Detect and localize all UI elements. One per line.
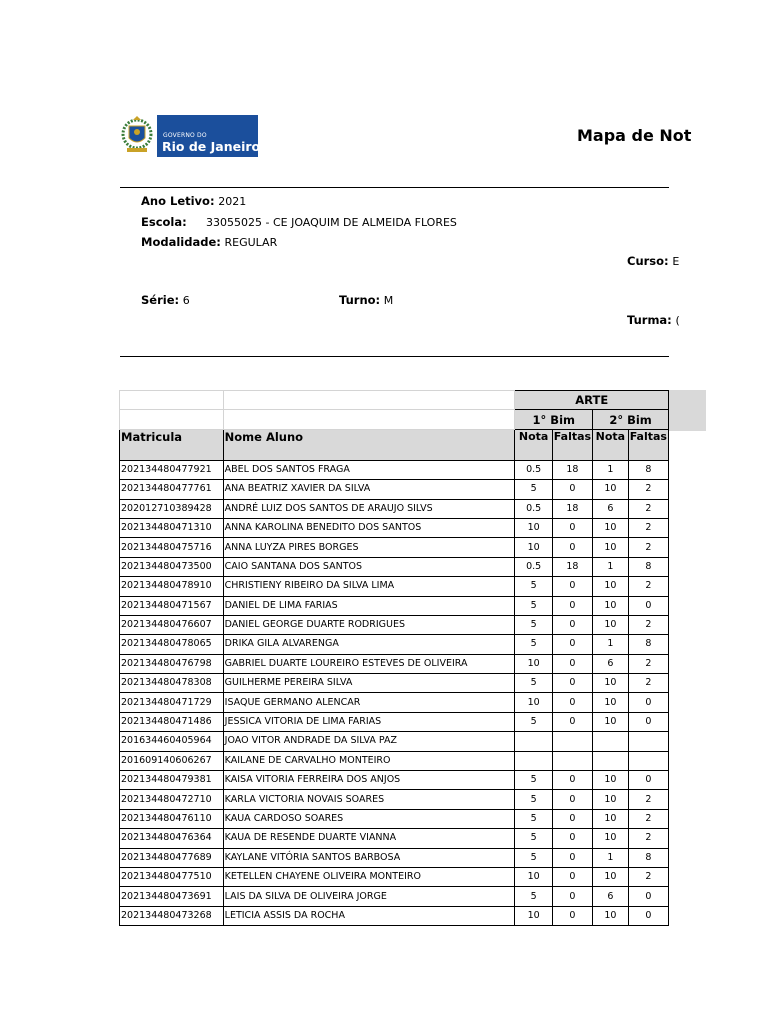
faltas2-cell: 0	[628, 596, 668, 615]
table-row	[120, 460, 669, 479]
matricula-cell: 202134480473691	[120, 887, 224, 906]
faltas1-cell: 0	[552, 848, 592, 867]
nome-cell: GABRIEL DUARTE LOUREIRO ESTEVES DE OLIVEIRA	[223, 654, 515, 673]
faltas1-header: Faltas	[552, 429, 592, 460]
faltas1-cell: 0	[552, 518, 592, 537]
nota1-cell: 10	[515, 538, 552, 557]
turno-value: M	[383, 294, 394, 307]
escola-value-field	[206, 215, 457, 229]
nome-cell: GUILHERME PEREIRA SILVA	[223, 674, 515, 693]
faltas2-cell: 2	[628, 654, 668, 673]
faltas2-cell: 8	[628, 460, 668, 479]
nome-cell: KAUA CARDOSO SOARES	[223, 809, 515, 828]
nota1-cell: 5	[515, 596, 552, 615]
serie-value: 6	[182, 294, 190, 307]
matricula-cell: 202134480478910	[120, 577, 224, 596]
turma-label: Turma:	[627, 313, 672, 327]
escola-value: 33055025 - CE JOAQUIM DE ALMEIDA FLORES	[206, 216, 457, 229]
nota1-cell: 5	[515, 615, 552, 634]
escola-label-field	[141, 215, 187, 229]
nota1-cell: 5	[515, 577, 552, 596]
nota2-cell: 10	[593, 518, 629, 537]
faltas1-cell: 0	[552, 654, 592, 673]
table-row	[120, 906, 669, 925]
faltas1-cell: 0	[552, 615, 592, 634]
faltas2-cell: 0	[628, 693, 668, 712]
table-row	[120, 557, 669, 576]
faltas2-cell: 2	[628, 615, 668, 634]
ano-value: 2021	[218, 195, 247, 208]
nota2-cell: 1	[593, 635, 629, 654]
table-row	[120, 499, 669, 518]
nota1-cell: 5	[515, 809, 552, 828]
faltas1-cell	[552, 751, 592, 770]
table-row	[120, 654, 669, 673]
nome-cell: CHRISTIENY RIBEIRO DA SILVA LIMA	[223, 577, 515, 596]
faltas1-cell: 0	[552, 693, 592, 712]
ano-label: Ano Letivo:	[141, 194, 215, 208]
nota1-cell: 10	[515, 693, 552, 712]
nome-cell: JOAO VITOR ANDRADE DA SILVA PAZ	[223, 732, 515, 751]
nota1-cell	[515, 732, 552, 751]
table-row	[120, 615, 669, 634]
nota2-cell: 10	[593, 577, 629, 596]
matricula-cell: 202134480478065	[120, 635, 224, 654]
matricula-cell: 202012710389428	[120, 499, 224, 518]
nota2-cell: 10	[593, 596, 629, 615]
nota2-cell: 10	[593, 771, 629, 790]
table-row	[120, 480, 669, 499]
matricula-cell: 202134480473500	[120, 557, 224, 576]
nota1-cell: 10	[515, 518, 552, 537]
curso	[627, 254, 679, 268]
faltas2-cell: 2	[628, 518, 668, 537]
faltas2-cell: 2	[628, 499, 668, 518]
nota2-cell: 10	[593, 615, 629, 634]
nota2-cell: 1	[593, 557, 629, 576]
matricula-cell: 202134480476110	[120, 809, 224, 828]
table-row	[120, 771, 669, 790]
table-row	[120, 693, 669, 712]
table-row	[120, 848, 669, 867]
matricula-cell: 202134480476798	[120, 654, 224, 673]
nome-cell: DANIEL GEORGE DUARTE RODRIGUES	[223, 615, 515, 634]
nota1-cell: 5	[515, 771, 552, 790]
modalidade-value: REGULAR	[224, 236, 278, 249]
ano-letivo	[141, 194, 246, 208]
grades-table	[119, 390, 669, 926]
faltas2-cell: 2	[628, 538, 668, 557]
matricula-cell: 202134480472710	[120, 790, 224, 809]
faltas1-cell: 0	[552, 712, 592, 731]
nome-cell: DANIEL DE LIMA FARIAS	[223, 596, 515, 615]
table-row	[120, 538, 669, 557]
faltas1-cell: 18	[552, 460, 592, 479]
faltas2-cell: 2	[628, 867, 668, 886]
matricula-cell: 202134480471729	[120, 693, 224, 712]
table-row	[120, 596, 669, 615]
matricula-cell: 202134480473268	[120, 906, 224, 925]
subject-row	[120, 391, 669, 410]
modalidade	[141, 235, 277, 249]
faltas1-cell	[552, 732, 592, 751]
table-row	[120, 732, 669, 751]
nota1-cell: 5	[515, 712, 552, 731]
faltas1-cell: 0	[552, 790, 592, 809]
table-row	[120, 712, 669, 731]
nota1-cell: 0.5	[515, 499, 552, 518]
nome-cell: ABEL DOS SANTOS FRAGA	[223, 460, 515, 479]
curso-label: Curso:	[627, 254, 669, 268]
faltas1-cell: 0	[552, 538, 592, 557]
nota1-cell: 5	[515, 674, 552, 693]
faltas2-cell: 2	[628, 829, 668, 848]
table-row	[120, 809, 669, 828]
nota1-cell: 5	[515, 829, 552, 848]
nome-cell: LAIS DA SILVA DE OLIVEIRA JORGE	[223, 887, 515, 906]
faltas2-cell: 0	[628, 771, 668, 790]
turno	[339, 293, 393, 307]
faltas1-cell: 0	[552, 809, 592, 828]
curso-value: E	[672, 255, 680, 268]
nome-cell: ANNA LUYZA PIRES BORGES	[223, 538, 515, 557]
nota2-cell: 6	[593, 887, 629, 906]
logo-banner	[157, 115, 261, 157]
nota2-cell: 1	[593, 460, 629, 479]
serie	[141, 293, 190, 307]
table-row	[120, 751, 669, 770]
nota1-cell: 5	[515, 887, 552, 906]
coat-of-arms-icon	[119, 114, 155, 158]
nome-cell: ANNA KAROLINA BENEDITO DOS SANTOS	[223, 518, 515, 537]
top-divider	[120, 187, 669, 188]
subject-header: ARTE	[515, 391, 669, 410]
nota2-cell: 10	[593, 906, 629, 925]
nome-cell: KAISA VITORIA FERREIRA DOS ANJOS	[223, 771, 515, 790]
matricula-header: Matricula	[120, 429, 224, 460]
bottom-divider	[120, 356, 669, 357]
faltas2-cell: 2	[628, 480, 668, 499]
government-logo	[119, 114, 259, 158]
logo-line2: Rio de Janeiro	[162, 139, 261, 154]
nota2-cell	[593, 751, 629, 770]
faltas1-cell: 0	[552, 867, 592, 886]
nota2-cell: 10	[593, 809, 629, 828]
nota1-cell: 5	[515, 790, 552, 809]
nome-cell: ANA BEATRIZ XAVIER DA SILVA	[223, 480, 515, 499]
faltas1-cell: 0	[552, 480, 592, 499]
nome-cell: KAILANE DE CARVALHO MONTEIRO	[223, 751, 515, 770]
nome-cell: KETELLEN CHAYENE OLIVEIRA MONTEIRO	[223, 867, 515, 886]
nota2-cell	[593, 732, 629, 751]
matricula-cell: 202134480476607	[120, 615, 224, 634]
nota1-cell: 10	[515, 906, 552, 925]
matricula-cell: 202134480476364	[120, 829, 224, 848]
nome-cell: CAIO SANTANA DOS SANTOS	[223, 557, 515, 576]
table-row	[120, 887, 669, 906]
table-row	[120, 577, 669, 596]
faltas2-cell: 8	[628, 557, 668, 576]
matricula-cell: 202134480477510	[120, 867, 224, 886]
faltas1-cell: 0	[552, 887, 592, 906]
matricula-cell: 201634460405964	[120, 732, 224, 751]
matricula-cell: 202134480477761	[120, 480, 224, 499]
faltas1-cell: 0	[552, 674, 592, 693]
table-row	[120, 674, 669, 693]
nome-header: Nome Aluno	[223, 429, 515, 460]
table-row	[120, 790, 669, 809]
faltas1-cell: 0	[552, 596, 592, 615]
faltas1-cell: 0	[552, 829, 592, 848]
nota2-cell: 10	[593, 829, 629, 848]
faltas1-cell: 18	[552, 557, 592, 576]
table-row	[120, 518, 669, 537]
turma-value: (	[675, 314, 680, 327]
faltas2-cell: 8	[628, 635, 668, 654]
matricula-cell: 202134480477689	[120, 848, 224, 867]
faltas2-cell: 0	[628, 712, 668, 731]
faltas1-cell: 0	[552, 635, 592, 654]
column-header-row	[120, 429, 669, 460]
nota2-cell: 10	[593, 693, 629, 712]
nota2-cell: 1	[593, 848, 629, 867]
nota2-cell: 10	[593, 790, 629, 809]
faltas2-header: Faltas	[628, 429, 668, 460]
nota1-cell: 10	[515, 867, 552, 886]
turno-label: Turno:	[339, 293, 381, 307]
matricula-cell: 201609140606267	[120, 751, 224, 770]
bimestre-row	[120, 410, 669, 429]
faltas2-cell	[628, 732, 668, 751]
nota1-cell: 5	[515, 635, 552, 654]
matricula-cell: 202134480471310	[120, 518, 224, 537]
modalidade-label: Modalidade:	[141, 235, 221, 249]
faltas2-cell: 0	[628, 887, 668, 906]
matricula-cell: 202134480471486	[120, 712, 224, 731]
nome-cell: ANDRÉ LUIZ DOS SANTOS DE ARAUJO SILVS	[223, 499, 515, 518]
faltas1-cell: 0	[552, 577, 592, 596]
turma	[627, 313, 680, 327]
faltas1-cell: 0	[552, 906, 592, 925]
nome-cell: KAUA DE RESENDE DUARTE VIANNA	[223, 829, 515, 848]
nota1-cell: 0.5	[515, 460, 552, 479]
nome-cell: KARLA VICTORIA NOVAIS SOARES	[223, 790, 515, 809]
table-row	[120, 635, 669, 654]
logo-line1: GOVERNO DO	[163, 132, 207, 139]
matricula-cell: 202134480471567	[120, 596, 224, 615]
nota2-cell: 10	[593, 480, 629, 499]
nota2-header: Nota	[593, 429, 629, 460]
bim2-header: 2° Bim	[593, 410, 669, 429]
faltas2-cell: 2	[628, 577, 668, 596]
nota1-cell: 5	[515, 848, 552, 867]
nota2-cell: 10	[593, 674, 629, 693]
nota1-cell	[515, 751, 552, 770]
bim1-header: 1° Bim	[515, 410, 593, 429]
nome-cell: KAYLANE VITÓRIA SANTOS BARBOSA	[223, 848, 515, 867]
serie-label: Série:	[141, 293, 180, 307]
nome-cell: DRIKA GILA ALVARENGA	[223, 635, 515, 654]
nota2-cell: 10	[593, 712, 629, 731]
nota1-cell: 10	[515, 654, 552, 673]
nota2-cell: 6	[593, 499, 629, 518]
faltas1-cell: 18	[552, 499, 592, 518]
subject-header-extension	[669, 390, 706, 431]
nota2-cell: 10	[593, 538, 629, 557]
nota2-cell: 6	[593, 654, 629, 673]
nota1-cell: 0.5	[515, 557, 552, 576]
faltas2-cell: 2	[628, 790, 668, 809]
matricula-cell: 202134480478308	[120, 674, 224, 693]
matricula-cell: 202134480479381	[120, 771, 224, 790]
nome-cell: LETICIA ASSIS DA ROCHA	[223, 906, 515, 925]
table-row	[120, 829, 669, 848]
faltas2-cell: 2	[628, 809, 668, 828]
nome-cell: JESSICA VITORIA DE LIMA FARIAS	[223, 712, 515, 731]
matricula-cell: 202134480477921	[120, 460, 224, 479]
faltas2-cell: 8	[628, 848, 668, 867]
nota2-cell: 10	[593, 867, 629, 886]
nota1-cell: 5	[515, 480, 552, 499]
table-row	[120, 867, 669, 886]
faltas1-cell: 0	[552, 771, 592, 790]
nome-cell: ISAQUE GERMANO ALENCAR	[223, 693, 515, 712]
matricula-cell: 202134480475716	[120, 538, 224, 557]
nota1-header: Nota	[515, 429, 552, 460]
faltas2-cell: 0	[628, 906, 668, 925]
faltas2-cell	[628, 751, 668, 770]
faltas2-cell: 2	[628, 674, 668, 693]
page-title: Mapa de Not	[577, 126, 692, 145]
escola-label: Escola:	[141, 215, 187, 229]
